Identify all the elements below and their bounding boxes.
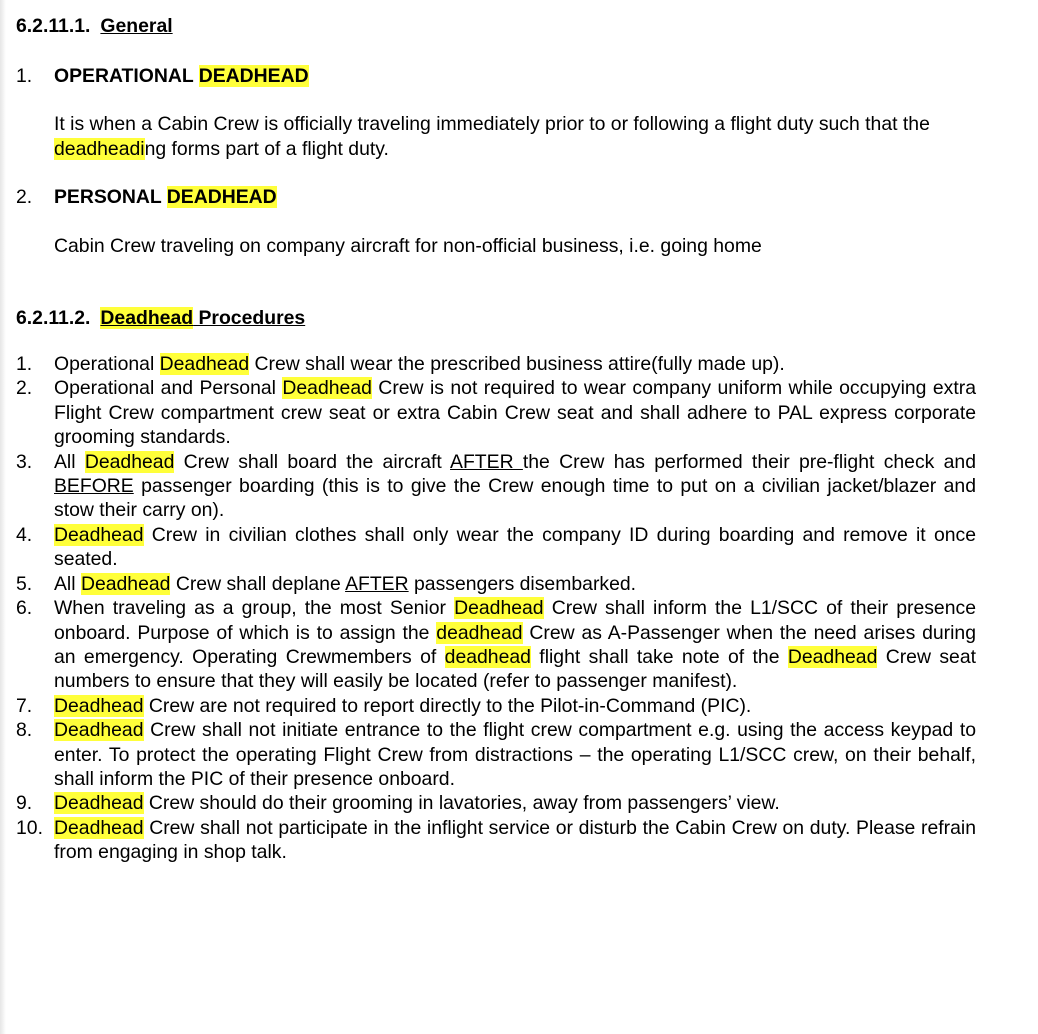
item-text: the Crew has performed their pre-flight check and [522,450,976,473]
definition-operational-deadhead [16,112,976,161]
section-number: 6.2.11.1. [16,15,91,37]
item-number: 4. [16,523,33,546]
item-number: 7. [16,694,33,717]
item-text: passenger boarding (this is to give the Crew enough time to put on a civilian jacket/blazer and stow their carry on). [54,475,976,522]
item-text: Crew are not required to report directly to the Pilot-in-Command (PIC). [143,694,752,717]
highlighted-term: deadheadi [54,137,145,160]
item-text: Crew seat numbers to ensure that they will easily be located (refer to passenger manifest). [54,645,976,693]
underlined-text: AFTER [450,450,523,473]
section-heading-general [16,14,976,40]
underlined-text: AFTER [345,572,409,595]
section-title [100,307,305,329]
list-item [16,694,976,718]
highlighted-term: Deadhead [787,645,878,668]
item-number: 9. [16,792,33,815]
list-item [16,523,976,572]
section-number: 6.2.11.2. [16,307,91,330]
item-number: 2. [16,186,33,209]
item-number: 5. [16,572,33,595]
item-number: 10. [16,816,43,839]
page-edge-shadow [0,0,6,1034]
subheading-text: PERSONAL [54,186,167,209]
item-text: Crew shall board the aircraft [174,450,451,473]
item-text: Crew shall deplane [170,572,346,595]
item-number: 8. [16,719,33,742]
underlined-text: BEFORE [54,475,134,498]
item-text: Crew shall not initiate entrance to the flight crew compartment e.g. using the access keypad to enter. To protect the operating Flight Crew from distractions – the operating L1/SCC crew, on their behalf, shall inform the PIC of their presence onboard. [54,719,976,790]
subheading-personal-deadhead [16,185,976,209]
highlighted-term: Deadhead [80,572,171,595]
list-item [16,352,976,376]
list-item [16,450,976,523]
section-title-text: Procedures [193,307,306,330]
item-text: Operational [54,353,160,376]
item-text: All [54,572,81,595]
section-title: General [100,15,173,37]
section-heading-deadhead-procedures [16,306,976,332]
definition-personal-deadhead [16,234,976,258]
item-text: Crew in civilian clothes shall only wear the company ID during boarding and remove it once seated. [54,523,976,571]
item-text: Operational and Personal [54,377,283,400]
item-number: 1. [16,65,33,87]
highlighted-term: Deadhead [54,816,144,839]
list-item [16,718,976,791]
list-item [16,596,976,694]
definition-text: It is when a Cabin Crew is officially traveling immediately prior to or following a flight duty such that the [54,113,930,136]
highlighted-term: Deadhead [54,792,144,815]
list-item [16,376,976,449]
highlighted-term: Deadhead [454,597,544,620]
highlighted-term: Deadhead [282,377,372,400]
highlighted-term: DEADHEAD [166,186,277,209]
list-item [16,816,976,865]
item-text: flight shall take note of the [530,645,788,668]
highlighted-term: Deadhead [159,353,250,376]
item-number: 1. [16,353,33,376]
item-text: When traveling as a group, the most Senior [54,597,455,620]
item-text: passengers disembarked. [408,572,637,595]
subheading-text: OPERATIONAL [54,65,199,87]
definition-text: ng forms part of a flight duty. [144,137,389,160]
procedures-list [16,352,976,865]
highlighted-term: deadhead [444,645,531,668]
highlighted-term: Deadhead [84,450,175,473]
subheading-operational-deadhead [16,64,976,88]
highlighted-term: Deadhead [54,719,144,742]
item-text: Crew shall inform the L1/SCC of their presence onboard. Purpose of which is to assign the [54,597,976,644]
item-text: Crew shall not participate in the inflight service or disturb the Cabin Crew on duty. Please refrain from engaging in shop talk. [54,816,976,864]
highlighted-term: deadhead [436,621,523,644]
item-number: 6. [16,597,33,620]
highlighted-term: Deadhead [54,523,144,546]
item-text: Crew should do their grooming in lavatories, away from passengers’ view. [143,792,780,815]
item-text: Crew is not required to wear company uniform while occupying extra Flight Crew compartment crew seat or extra Cabin Crew seat and shall adhere to PAL express corporate grooming standards. [54,377,976,449]
item-number: 2. [16,377,33,400]
item-text: Crew shall wear the prescribed business attire(fully made up). [249,353,785,376]
definition-text: Cabin Crew traveling on company aircraft for non-official business, i.e. going home [54,234,762,257]
item-text: Crew as A-Passenger when the need arises during an emergency. Operating Crewmembers of [54,621,976,668]
highlighted-term: Deadhead [100,307,194,330]
list-item [16,572,976,596]
document-body [16,14,976,865]
item-text: All [54,450,85,473]
item-number: 3. [16,450,33,473]
highlighted-term: Deadhead [54,694,144,717]
highlighted-term: DEADHEAD [198,65,309,87]
list-item [16,791,976,815]
